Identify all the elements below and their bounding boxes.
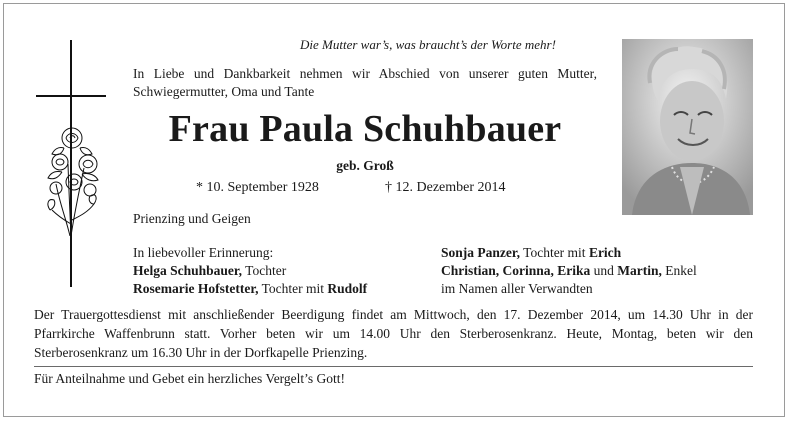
mourners-left — [133, 244, 367, 298]
maiden-name: geb. Groß — [336, 158, 394, 173]
portrait-image — [622, 39, 753, 215]
mourner-line — [133, 262, 367, 280]
mourner-line — [441, 244, 697, 262]
mourner-name: Helga Schuhbauer, — [133, 263, 243, 278]
motto: Die Mutter war’s, was braucht’s der Worte mehr! — [300, 37, 556, 52]
mourners-heading: In liebevoller Erinnerung: — [133, 245, 274, 260]
mourner-relation: Tochter — [242, 263, 287, 278]
mourner-conjunction: und — [590, 263, 618, 278]
mourner-relation: Tochter mit — [520, 245, 589, 260]
thanks-text: Für Anteilnahme und Gebet ein herzliches Vergelt’s Gott! — [34, 371, 346, 386]
mourner-name: Martin, — [617, 263, 662, 278]
mourner-partner: Erich — [588, 245, 622, 260]
mourner-name: Christian, Corinna, Erika — [441, 263, 591, 278]
mourner-partner: Rudolf — [327, 281, 368, 296]
birth-date: * 10. September 1928 — [196, 180, 319, 195]
mourner-name: Sonja Panzer, — [441, 245, 521, 260]
service-info: Der Trauergottesdienst mit anschließender Beerdigung findet am Mittwoch, den 17. Dezember 2014, um 14.30 Uhr in der Pfarrkirche Waffenbrunn statt. Vorher beten wir um 14.00 Uhr den Sterberosenkranz. Heute, Montag, beten wir den Sterberosenkranz um 16.30 Uhr in der Dorfkapelle Prienzing. — [34, 307, 753, 360]
portrait-photo — [622, 39, 753, 215]
cross-icon-bar — [36, 95, 106, 97]
mourner-relation: Tochter mit — [258, 281, 328, 296]
mourner-relation: Enkel — [661, 263, 697, 278]
mourner-line: im Namen aller Verwandten — [441, 281, 593, 296]
mourner-line — [133, 280, 367, 298]
death-date: † 12. Dezember 2014 — [385, 180, 506, 195]
divider — [34, 366, 753, 367]
intro-text: In Liebe und Dankbarkeit nehmen wir Abschied von unserer guten Mutter, Schwiegermutter, Oma und Tante — [133, 66, 597, 99]
mourners-right — [441, 244, 697, 298]
roses-icon — [44, 124, 102, 236]
places: Prienzing und Geigen — [133, 211, 251, 226]
mourner-name: Rosemarie Hofstetter, — [133, 281, 259, 296]
mourner-line — [441, 262, 697, 280]
deceased-name: Frau Paula Schuhbauer — [168, 108, 562, 150]
